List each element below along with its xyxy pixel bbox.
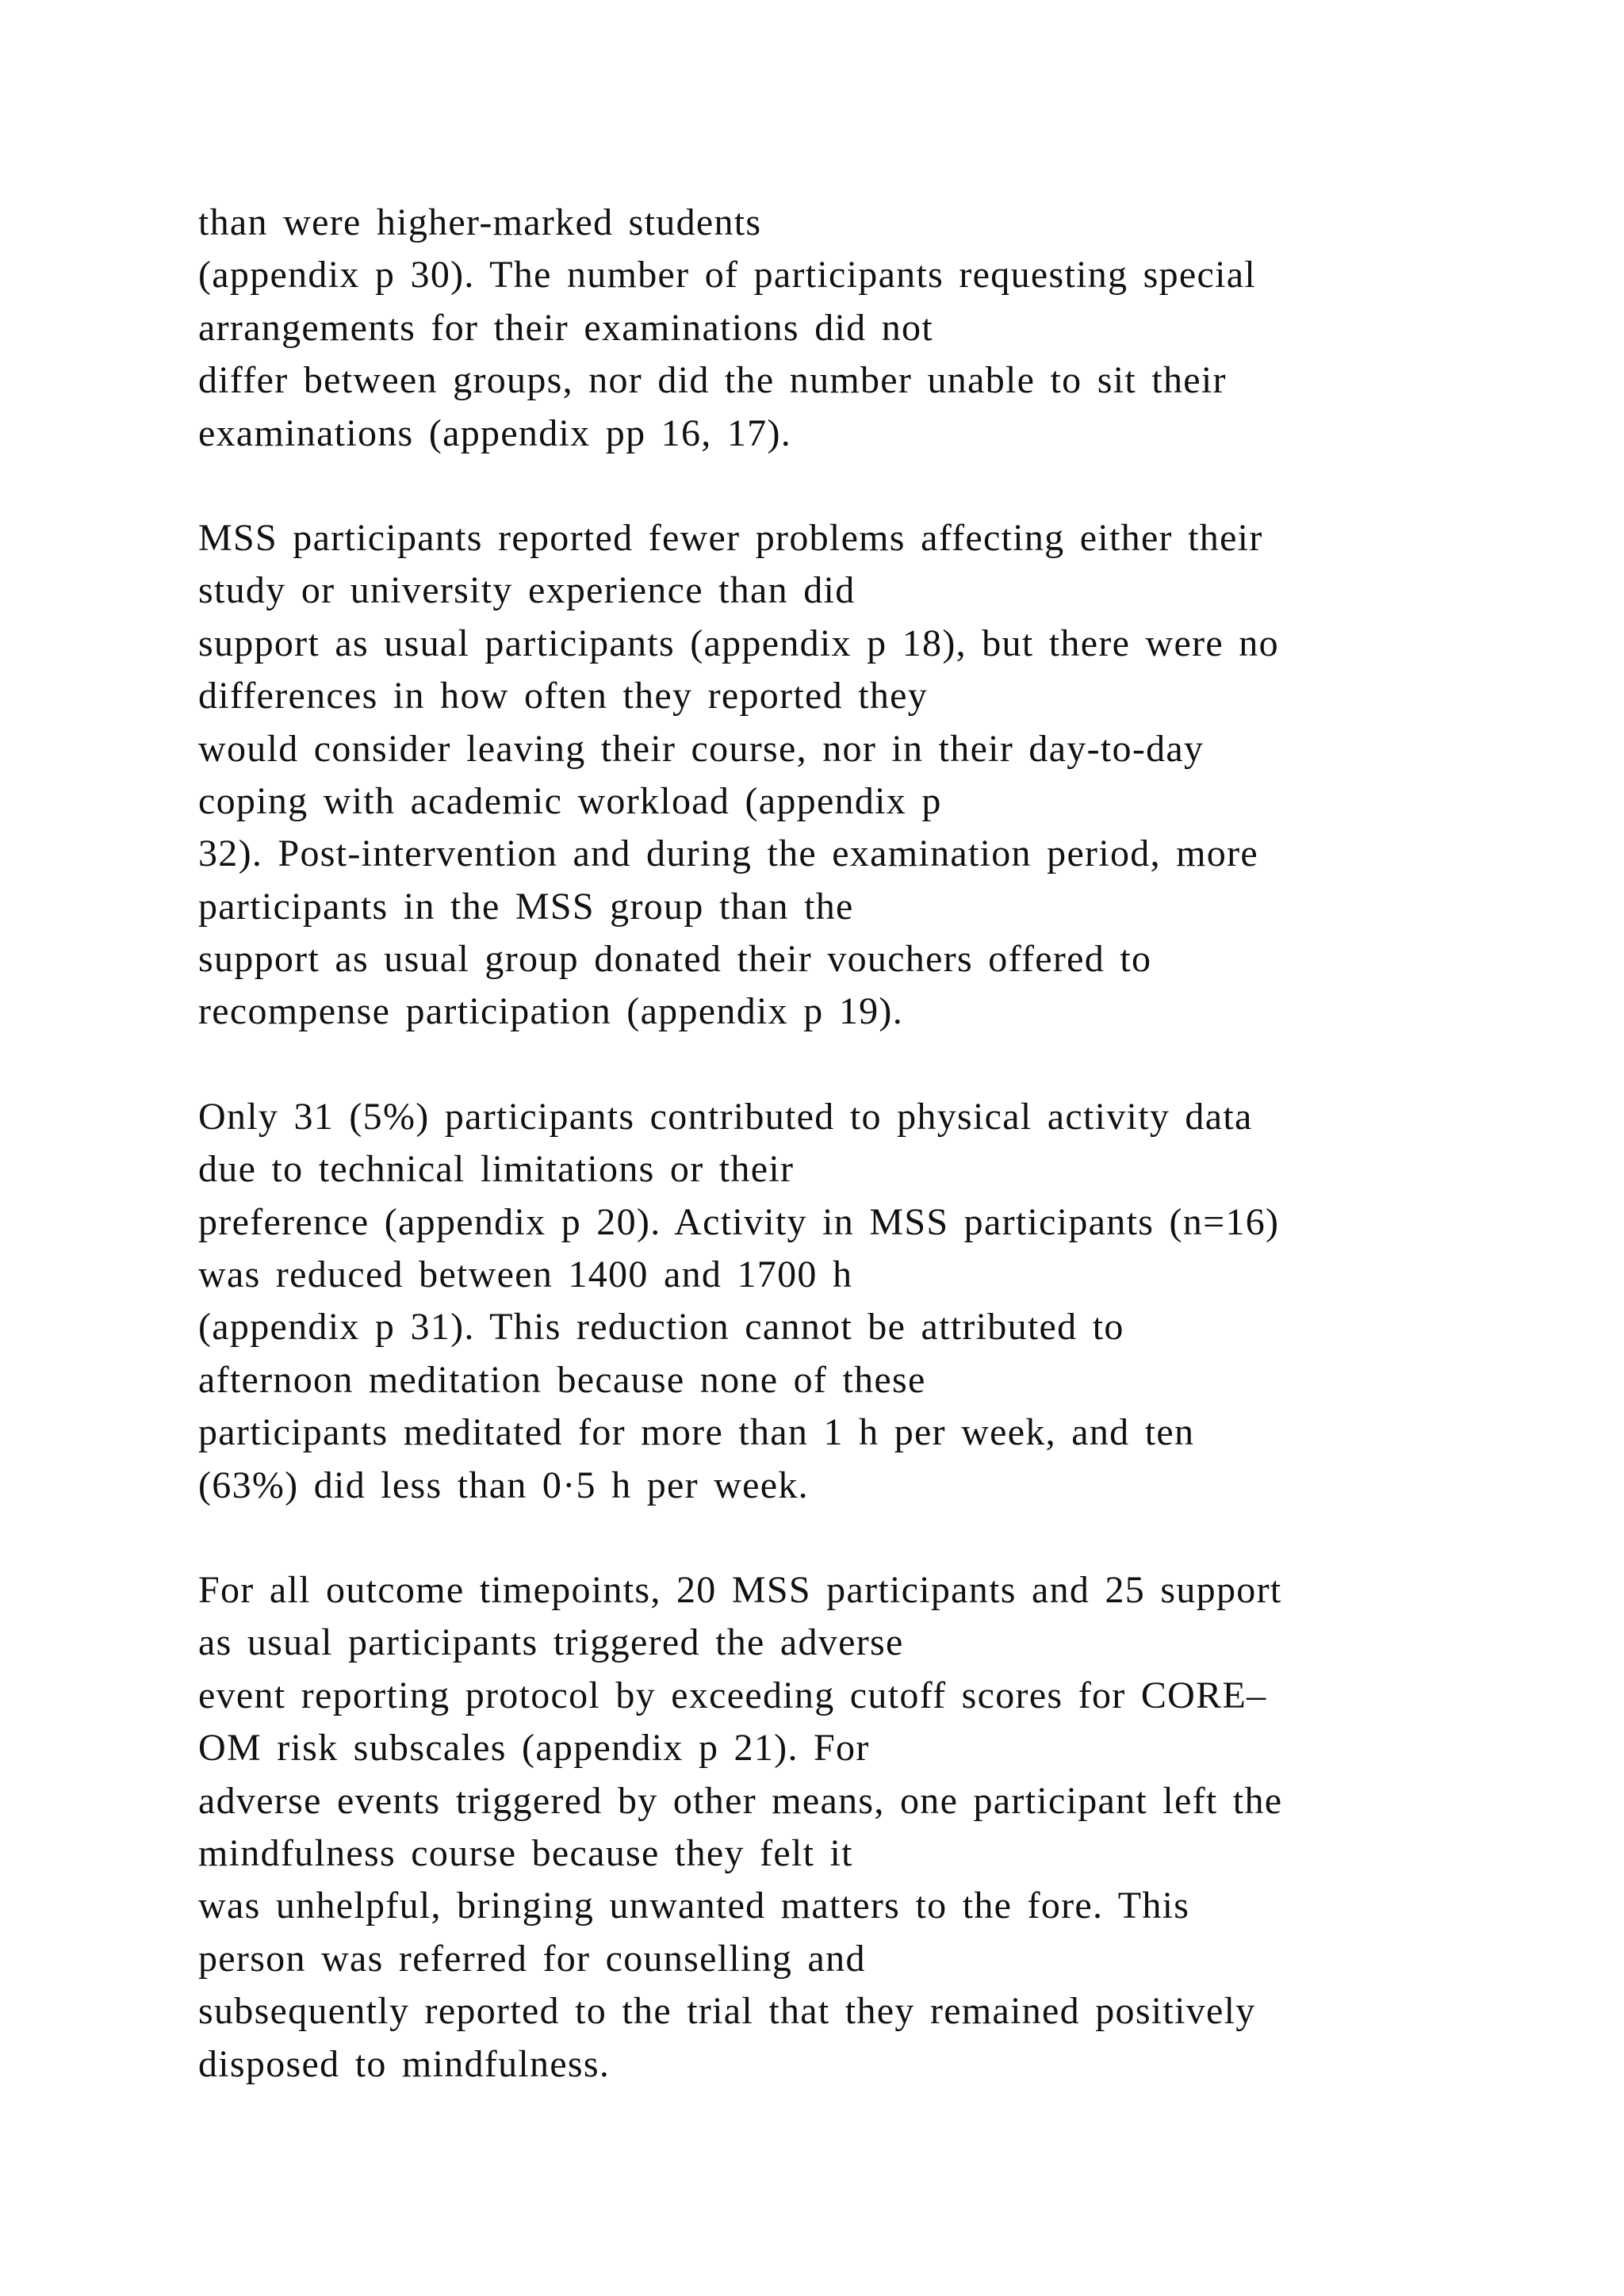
text-line: mindfulness course because they felt it xyxy=(198,1831,853,1874)
text-line: support as usual participants (appendix p 18), but there were no xyxy=(198,622,1279,664)
text-line: disposed to mindfulness. xyxy=(198,2042,611,2085)
text-line: afternoon meditation because none of these xyxy=(198,1358,926,1401)
text-line: preference (appendix p 20). Activity in MSS participants (n=16) xyxy=(198,1200,1280,1243)
text-line: event reporting protocol by exceeding cutoff scores for CORE– xyxy=(198,1674,1267,1716)
text-line: (appendix p 30). The number of participants requesting special xyxy=(198,254,1257,297)
paragraph-examination-arrangements xyxy=(198,197,1507,460)
text-line: would consider leaving their course, nor in their day-to-day xyxy=(198,727,1205,770)
text-line: differences in how often they reported they xyxy=(198,675,929,718)
text-line: was reduced between 1400 and 1700 h xyxy=(198,1253,853,1296)
paragraph-study-problems xyxy=(198,512,1507,1039)
text-line: as usual participants triggered the adverse xyxy=(198,1621,904,1664)
text-line: For all outcome timepoints, 20 MSS participants and 25 support xyxy=(198,1568,1282,1611)
text-line: arrangements for their examinations did not xyxy=(198,306,933,349)
text-line: recompense participation (appendix p 19). xyxy=(198,990,904,1033)
text-line: subsequently reported to the trial that they remained positively xyxy=(198,1990,1256,2033)
text-line: than were higher-marked students xyxy=(198,201,762,243)
text-line: coping with academic workload (appendix p xyxy=(198,779,942,822)
text-line: (appendix p 31). This reduction cannot be attributed to xyxy=(198,1306,1124,1349)
text-line: OM risk subscales (appendix p 21). For xyxy=(198,1727,870,1770)
text-line: participants in the MSS group than the xyxy=(198,885,854,928)
text-line: person was referred for counselling and xyxy=(198,1937,866,1980)
text-line: was unhelpful, bringing unwanted matters to the fore. This xyxy=(198,1885,1190,1927)
text-line: MSS participants reported fewer problems affecting either their xyxy=(198,516,1263,559)
paragraph-physical-activity xyxy=(198,1091,1507,1512)
text-line: examinations (appendix pp 16, 17). xyxy=(198,411,792,454)
text-line: adverse events triggered by other means, one participant left the xyxy=(198,1779,1283,1822)
text-line: (63%) did less than 0·5 h per week. xyxy=(198,1464,809,1506)
paragraph-adverse-events xyxy=(198,1564,1507,2091)
text-line: differ between groups, nor did the number unable to sit their xyxy=(198,359,1227,402)
text-line: support as usual group donated their vouchers offered to xyxy=(198,938,1152,981)
text-line: due to technical limitations or their xyxy=(198,1148,795,1191)
text-line: study or university experience than did xyxy=(198,569,856,612)
body-text xyxy=(198,197,1507,2143)
text-line: participants meditated for more than 1 h per week, and ten xyxy=(198,1411,1195,1454)
text-line: Only 31 (5%) participants contributed to physical activity data xyxy=(198,1095,1253,1138)
text-line: 32). Post-intervention and during the examination period, more xyxy=(198,832,1258,875)
